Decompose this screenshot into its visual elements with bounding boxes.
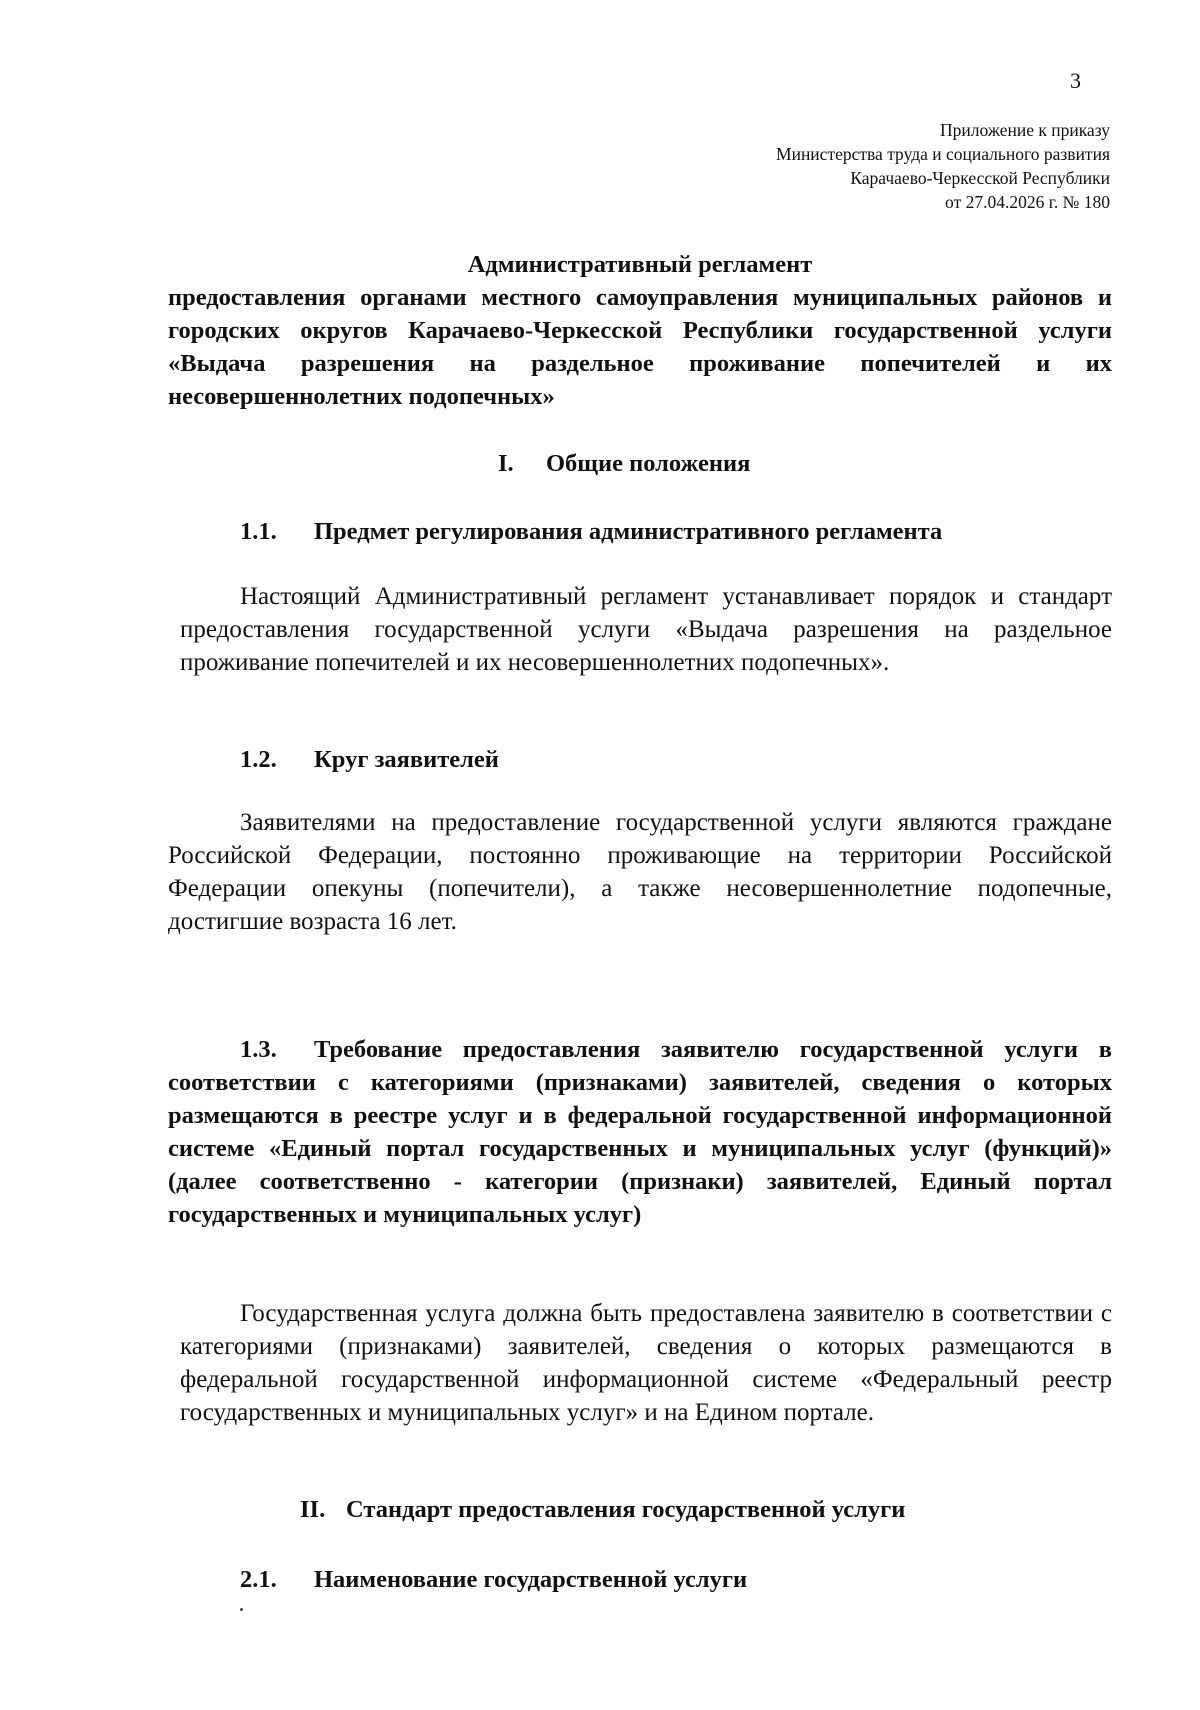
- paragraph-text: Настоящий Административный регламент устанавливает порядок и стандарт предоставления государственной услуги «Выдача разрешения на раздельное проживание попечителей и их несовершеннолетних подопечных».: [180, 583, 1112, 676]
- section-title: Общие положения: [546, 450, 751, 477]
- paragraph-1-2: [168, 806, 1112, 938]
- subsection-title: Требование предоставления заявителю государственной услуги в соответствии с категориями (признаками) заявителей, сведения о которых размещаются в реестре услуг и в федеральной государственной информационной системе «Единый портал государственных и муниципальных услуг (функций)» (далее соответственно - категории (признаки) заявителей, Единый портал государственных и муниципальных услуг): [168, 1036, 1112, 1228]
- paragraph-text: Заявителями на предоставление государственной услуги являются граждане Российской Федерации, постоянно проживающие на территории Российской Федерации опекуны (попечители), а также несовершеннолетние подопечные, достигшие возраста 16 лет.: [168, 809, 1112, 935]
- approval-line: Приложение к приказу: [940, 120, 1110, 140]
- paragraph-text: Государственная услуга должна быть предоставлена заявителю в соответствии с категориями (признаками) заявителей, сведения о которых размещаются в федеральной государственной информационной системе «Федеральный реестр государственных и муниципальных услуг» и на Едином портале.: [180, 1300, 1112, 1426]
- approval-block: [590, 118, 1110, 214]
- subsection-1-3-heading: [168, 1033, 1112, 1231]
- subsection-number: 2.1.: [240, 1566, 277, 1593]
- section-number: II.: [300, 1496, 326, 1523]
- section-number: I.: [498, 450, 514, 477]
- approval-line: Карачаево-Черкесской Республики: [850, 168, 1110, 188]
- section-title: Стандарт предоставления государственной услуги: [346, 1496, 906, 1523]
- subsection-2-1-heading: [240, 1566, 747, 1594]
- page-number: 3: [1070, 68, 1081, 93]
- subsection-title: Наименование государственной услуги: [314, 1566, 748, 1593]
- subsection-1-1-heading: [240, 518, 942, 546]
- paragraph-1-1: [180, 580, 1112, 679]
- title-main: Административный регламент: [467, 251, 813, 278]
- approval-line: Министерства труда и социального развития: [776, 144, 1110, 164]
- section-1-heading: [498, 450, 750, 478]
- document-title: [168, 248, 1112, 413]
- subsection-title: Предмет регулирования административного регламента: [314, 518, 943, 545]
- title-sub: предоставления органами местного самоуправления муниципальных районов и городских округов Карачаево-Черкесской Республики государственной услуги «Выдача разрешения на раздельное проживание попечителей и их несовершеннолетних подопечных»: [168, 284, 1112, 410]
- subsection-1-2-heading: [240, 746, 499, 774]
- section-2-heading: [300, 1496, 905, 1524]
- subsection-number: 1.3.: [240, 1036, 277, 1063]
- subsection-number: 1.1.: [240, 518, 277, 545]
- scan-speck: [240, 1608, 243, 1611]
- approval-line: от 27.04.2026 г. № 180: [945, 192, 1110, 212]
- subsection-number: 1.2.: [240, 746, 277, 773]
- paragraph-1-3: [180, 1297, 1112, 1429]
- subsection-title: Круг заявителей: [314, 746, 499, 773]
